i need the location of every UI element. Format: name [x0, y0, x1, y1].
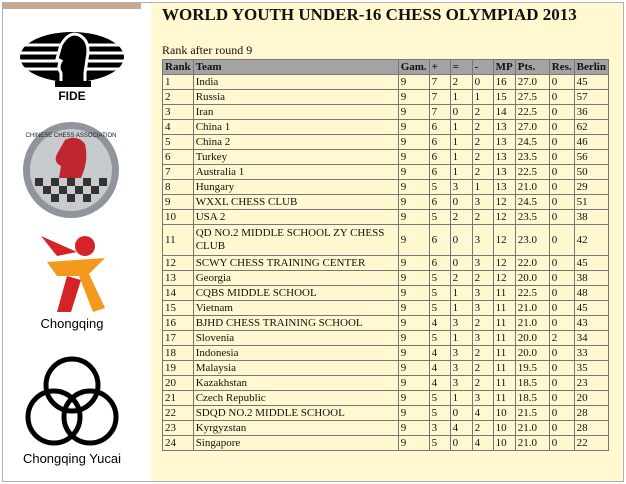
cell-games: 9: [398, 406, 429, 421]
col-header-rank[interactable]: Rank: [163, 60, 194, 75]
cell-team: SCWY CHESS TRAINING CENTER: [193, 256, 398, 271]
cell-draws: 0: [450, 225, 472, 256]
cell-points: 19.5: [515, 361, 549, 376]
cell-wins: 5: [429, 271, 450, 286]
cell-rank: 23: [163, 421, 194, 436]
cell-points: 22.5: [515, 105, 549, 120]
cell-games: 9: [398, 361, 429, 376]
cell-result: 0: [549, 256, 574, 271]
cell-berlin: 50: [574, 165, 608, 180]
cell-wins: 6: [429, 120, 450, 135]
table-row: [163, 210, 609, 225]
cell-result: 0: [549, 75, 574, 90]
cell-berlin: 51: [574, 195, 608, 210]
cell-points: 27.0: [515, 120, 549, 135]
cell-games: 9: [398, 286, 429, 301]
cell-points: 21.0: [515, 301, 549, 316]
cell-result: 0: [549, 361, 574, 376]
cell-result: 0: [549, 210, 574, 225]
table-row: [163, 376, 609, 391]
cell-match-points: 16: [493, 75, 515, 90]
cell-draws: 0: [450, 105, 472, 120]
cell-wins: 5: [429, 301, 450, 316]
table-row: [163, 286, 609, 301]
cell-draws: 1: [450, 150, 472, 165]
cell-losses: 2: [472, 421, 493, 436]
table-row: [163, 135, 609, 150]
cell-rank: 12: [163, 256, 194, 271]
cell-games: 9: [398, 120, 429, 135]
cell-team: Georgia: [193, 271, 398, 286]
cell-wins: 4: [429, 346, 450, 361]
cell-result: 0: [549, 301, 574, 316]
table-row: [163, 225, 609, 256]
cell-match-points: 11: [493, 346, 515, 361]
cell-points: 23.0: [515, 225, 549, 256]
cell-team: USA 2: [193, 210, 398, 225]
table-row: [163, 436, 609, 451]
cell-match-points: 11: [493, 391, 515, 406]
cell-rank: 17: [163, 331, 194, 346]
col-header-losses[interactable]: -: [472, 60, 493, 75]
table-row: [163, 75, 609, 90]
fide-logo[interactable]: [17, 23, 127, 103]
cell-berlin: 38: [574, 271, 608, 286]
cell-team: WXXL CHESS CLUB: [193, 195, 398, 210]
cell-wins: 5: [429, 406, 450, 421]
cell-wins: 5: [429, 210, 450, 225]
cell-points: 23.5: [515, 210, 549, 225]
cell-team: CQBS MIDDLE SCHOOL: [193, 286, 398, 301]
cell-points: 20.0: [515, 346, 549, 361]
cell-team: SDQD NO.2 MIDDLE SCHOOL: [193, 406, 398, 421]
cell-berlin: 57: [574, 90, 608, 105]
cell-losses: 2: [472, 120, 493, 135]
cell-losses: 3: [472, 286, 493, 301]
cell-rank: 16: [163, 316, 194, 331]
cell-losses: 2: [472, 105, 493, 120]
cell-result: 0: [549, 165, 574, 180]
top-color-strip: [3, 3, 141, 9]
cell-losses: 2: [472, 150, 493, 165]
cell-team: Czech Republic: [193, 391, 398, 406]
chongqing-yucai-caption: Chongqing Yucai: [22, 451, 122, 466]
cell-points: 18.5: [515, 391, 549, 406]
cell-berlin: 20: [574, 391, 608, 406]
col-header-wins[interactable]: +: [429, 60, 450, 75]
cell-match-points: 11: [493, 331, 515, 346]
cell-rank: 9: [163, 195, 194, 210]
cell-draws: 2: [450, 271, 472, 286]
cell-team: Iran: [193, 105, 398, 120]
cell-losses: 2: [472, 135, 493, 150]
cell-points: 22.5: [515, 165, 549, 180]
table-header-row: [163, 60, 609, 75]
cell-match-points: 12: [493, 195, 515, 210]
table-row: [163, 180, 609, 195]
cell-wins: 5: [429, 180, 450, 195]
col-header-berlin[interactable]: Berlin: [574, 60, 608, 75]
cell-losses: 2: [472, 361, 493, 376]
cell-match-points: 13: [493, 180, 515, 195]
table-row: [163, 195, 609, 210]
cell-berlin: 36: [574, 105, 608, 120]
cell-draws: 1: [450, 135, 472, 150]
three-rings-icon: [22, 355, 122, 451]
cell-berlin: 33: [574, 346, 608, 361]
chongqing-yucai-logo[interactable]: [13, 355, 131, 466]
cell-team: Slovenia: [193, 331, 398, 346]
cell-losses: 3: [472, 195, 493, 210]
cell-games: 9: [398, 436, 429, 451]
cell-match-points: 12: [493, 256, 515, 271]
cell-losses: 3: [472, 331, 493, 346]
table-row: [163, 421, 609, 436]
cell-berlin: 28: [574, 406, 608, 421]
cell-match-points: 10: [493, 421, 515, 436]
cell-match-points: 10: [493, 436, 515, 451]
chongqing-caption: Chongqing: [40, 316, 104, 331]
cell-losses: 3: [472, 391, 493, 406]
table-row: [163, 406, 609, 421]
cell-match-points: 13: [493, 135, 515, 150]
cell-berlin: 45: [574, 75, 608, 90]
cell-wins: 3: [429, 421, 450, 436]
cell-team: Russia: [193, 90, 398, 105]
cell-berlin: 35: [574, 361, 608, 376]
cell-berlin: 23: [574, 376, 608, 391]
cca-knight-icon: [21, 120, 121, 220]
cell-match-points: 12: [493, 210, 515, 225]
cell-match-points: 14: [493, 105, 515, 120]
cell-result: 0: [549, 286, 574, 301]
cell-losses: 3: [472, 225, 493, 256]
cell-rank: 24: [163, 436, 194, 451]
cell-result: 0: [549, 90, 574, 105]
cell-result: 0: [549, 150, 574, 165]
cell-berlin: 45: [574, 301, 608, 316]
cell-draws: 1: [450, 90, 472, 105]
cell-match-points: 11: [493, 376, 515, 391]
cell-games: 9: [398, 195, 429, 210]
cell-wins: 5: [429, 391, 450, 406]
cell-draws: 3: [450, 316, 472, 331]
cell-berlin: 43: [574, 316, 608, 331]
cell-team: QD NO.2 MIDDLE SCHOOL ZY CHESS CLUB: [193, 225, 398, 256]
table-row: [163, 301, 609, 316]
cell-wins: 7: [429, 75, 450, 90]
cell-wins: 5: [429, 286, 450, 301]
chongqing-emblem-icon: [27, 228, 117, 316]
cell-points: 22.0: [515, 256, 549, 271]
col-header-points[interactable]: Pts.: [515, 60, 549, 75]
cell-games: 9: [398, 225, 429, 256]
cell-berlin: 46: [574, 135, 608, 150]
cell-draws: 1: [450, 165, 472, 180]
cell-match-points: 11: [493, 316, 515, 331]
cell-match-points: 15: [493, 90, 515, 105]
cell-losses: 2: [472, 271, 493, 286]
cell-draws: 4: [450, 421, 472, 436]
cell-berlin: 56: [574, 150, 608, 165]
cell-berlin: 28: [574, 421, 608, 436]
page-title: WORLD YOUTH UNDER-16 CHESS OLYMPIAD 2013: [162, 5, 577, 24]
table-row: [163, 361, 609, 376]
cell-wins: 6: [429, 225, 450, 256]
cell-losses: 2: [472, 165, 493, 180]
cell-losses: 2: [472, 316, 493, 331]
cell-points: 21.0: [515, 421, 549, 436]
cell-draws: 3: [450, 361, 472, 376]
cell-wins: 4: [429, 316, 450, 331]
cell-result: 0: [549, 135, 574, 150]
cell-draws: 0: [450, 436, 472, 451]
cell-match-points: 11: [493, 361, 515, 376]
cell-rank: 10: [163, 210, 194, 225]
cca-caption: CHINESE CHESS ASSOCIATION: [25, 133, 117, 139]
cell-team: Kazakhstan: [193, 376, 398, 391]
cell-team: China 2: [193, 135, 398, 150]
table-row: [163, 165, 609, 180]
cell-rank: 7: [163, 165, 194, 180]
cell-wins: 6: [429, 135, 450, 150]
cell-losses: 2: [472, 376, 493, 391]
cell-points: 21.0: [515, 436, 549, 451]
cell-team: Hungary: [193, 180, 398, 195]
cell-berlin: 62: [574, 120, 608, 135]
cell-points: 20.0: [515, 331, 549, 346]
cell-games: 9: [398, 376, 429, 391]
cell-match-points: 13: [493, 150, 515, 165]
cell-games: 9: [398, 165, 429, 180]
cell-draws: 1: [450, 120, 472, 135]
cell-points: 21.0: [515, 180, 549, 195]
cell-rank: 2: [163, 90, 194, 105]
cell-games: 9: [398, 346, 429, 361]
cell-draws: 3: [450, 180, 472, 195]
col-header-team[interactable]: Team: [193, 60, 398, 75]
table-row: [163, 346, 609, 361]
cell-team: Turkey: [193, 150, 398, 165]
cell-team: Kyrgyzstan: [193, 421, 398, 436]
table-row: [163, 90, 609, 105]
cell-points: 23.5: [515, 150, 549, 165]
cell-result: 0: [549, 391, 574, 406]
col-header-games[interactable]: Gam.: [398, 60, 429, 75]
cell-rank: 21: [163, 391, 194, 406]
cell-points: 27.0: [515, 75, 549, 90]
cell-rank: 18: [163, 346, 194, 361]
cell-berlin: 22: [574, 436, 608, 451]
cell-rank: 20: [163, 376, 194, 391]
cell-rank: 3: [163, 105, 194, 120]
cell-points: 27.5: [515, 90, 549, 105]
cell-rank: 4: [163, 120, 194, 135]
browser-viewport: [2, 2, 624, 482]
cell-berlin: 29: [574, 180, 608, 195]
cell-result: 0: [549, 225, 574, 256]
cell-team: Malaysia: [193, 361, 398, 376]
fide-knight-icon: [17, 23, 127, 103]
table-row: [163, 256, 609, 271]
cell-wins: 7: [429, 90, 450, 105]
col-header-result[interactable]: Res.: [549, 60, 574, 75]
chinese-chess-association-logo[interactable]: [21, 120, 121, 220]
cell-games: 9: [398, 150, 429, 165]
cell-result: 0: [549, 105, 574, 120]
cell-wins: 5: [429, 436, 450, 451]
cell-rank: 8: [163, 180, 194, 195]
cell-wins: 4: [429, 361, 450, 376]
cell-team: Singapore: [193, 436, 398, 451]
cell-result: 0: [549, 180, 574, 195]
cell-berlin: 42: [574, 225, 608, 256]
cell-match-points: 13: [493, 165, 515, 180]
cell-losses: 1: [472, 180, 493, 195]
cell-games: 9: [398, 75, 429, 90]
cell-result: 0: [549, 271, 574, 286]
cell-draws: 0: [450, 195, 472, 210]
cell-draws: 0: [450, 406, 472, 421]
cell-games: 9: [398, 135, 429, 150]
cell-draws: 2: [450, 210, 472, 225]
cell-team: Australia 1: [193, 165, 398, 180]
cell-games: 9: [398, 316, 429, 331]
cell-rank: 6: [163, 150, 194, 165]
cell-games: 9: [398, 391, 429, 406]
cell-points: 24.5: [515, 135, 549, 150]
cell-result: 0: [549, 316, 574, 331]
cell-draws: 1: [450, 286, 472, 301]
cell-rank: 22: [163, 406, 194, 421]
cell-wins: 5: [429, 331, 450, 346]
cell-wins: 6: [429, 165, 450, 180]
cell-losses: 4: [472, 436, 493, 451]
cell-berlin: 45: [574, 256, 608, 271]
cell-games: 9: [398, 180, 429, 195]
cell-result: 0: [549, 195, 574, 210]
cell-berlin: 38: [574, 210, 608, 225]
cell-games: 9: [398, 90, 429, 105]
fide-caption: FIDE: [58, 89, 86, 103]
cell-wins: 6: [429, 195, 450, 210]
cell-team: China 1: [193, 120, 398, 135]
cell-points: 22.5: [515, 286, 549, 301]
cell-match-points: 11: [493, 286, 515, 301]
table-row: [163, 316, 609, 331]
cell-losses: 3: [472, 256, 493, 271]
standings-table: [162, 59, 609, 451]
table-row: [163, 150, 609, 165]
table-row: [163, 391, 609, 406]
cell-wins: 7: [429, 105, 450, 120]
cell-games: 9: [398, 256, 429, 271]
table-row: [163, 105, 609, 120]
cell-points: 24.5: [515, 195, 549, 210]
cell-losses: 4: [472, 406, 493, 421]
cell-losses: 2: [472, 346, 493, 361]
cell-rank: 13: [163, 271, 194, 286]
cell-games: 9: [398, 210, 429, 225]
cell-team: Vietnam: [193, 301, 398, 316]
cell-draws: 3: [450, 346, 472, 361]
cell-result: 2: [549, 331, 574, 346]
cell-wins: 6: [429, 256, 450, 271]
cell-rank: 14: [163, 286, 194, 301]
cell-losses: 3: [472, 301, 493, 316]
cell-team: India: [193, 75, 398, 90]
cell-result: 0: [549, 436, 574, 451]
cell-result: 0: [549, 346, 574, 361]
cell-draws: 1: [450, 391, 472, 406]
cell-rank: 5: [163, 135, 194, 150]
cell-draws: 2: [450, 75, 472, 90]
cell-points: 21.5: [515, 406, 549, 421]
cell-rank: 11: [163, 225, 194, 256]
cell-points: 18.5: [515, 376, 549, 391]
cell-points: 21.0: [515, 316, 549, 331]
table-row: [163, 271, 609, 286]
cell-berlin: 34: [574, 331, 608, 346]
cell-losses: 0: [472, 75, 493, 90]
cell-draws: 0: [450, 256, 472, 271]
cell-draws: 3: [450, 376, 472, 391]
cell-rank: 1: [163, 75, 194, 90]
col-header-match-points[interactable]: MP: [493, 60, 515, 75]
cell-draws: 1: [450, 331, 472, 346]
cell-games: 9: [398, 301, 429, 316]
cell-berlin: 48: [574, 286, 608, 301]
cell-rank: 19: [163, 361, 194, 376]
cell-losses: 1: [472, 90, 493, 105]
cell-rank: 15: [163, 301, 194, 316]
cell-match-points: 12: [493, 271, 515, 286]
cell-match-points: 10: [493, 406, 515, 421]
cell-games: 9: [398, 105, 429, 120]
cell-draws: 1: [450, 301, 472, 316]
cell-result: 0: [549, 406, 574, 421]
cell-points: 20.0: [515, 271, 549, 286]
cell-games: 9: [398, 271, 429, 286]
cell-wins: 6: [429, 150, 450, 165]
page-subtitle: Rank after round 9: [162, 43, 253, 57]
sidebar: [3, 3, 151, 481]
cell-match-points: 12: [493, 225, 515, 256]
cell-result: 0: [549, 376, 574, 391]
cell-games: 9: [398, 331, 429, 346]
main-content: [151, 3, 623, 481]
cell-losses: 2: [472, 210, 493, 225]
col-header-draws[interactable]: =: [450, 60, 472, 75]
cell-result: 0: [549, 421, 574, 436]
table-row: [163, 331, 609, 346]
cell-team: BJHD CHESS TRAINING SCHOOL: [193, 316, 398, 331]
chongqing-logo[interactable]: [19, 228, 125, 331]
cell-wins: 4: [429, 376, 450, 391]
cell-match-points: 11: [493, 301, 515, 316]
cell-games: 9: [398, 421, 429, 436]
cell-match-points: 13: [493, 120, 515, 135]
table-row: [163, 120, 609, 135]
cell-result: 0: [549, 120, 574, 135]
cell-team: Indonesia: [193, 346, 398, 361]
